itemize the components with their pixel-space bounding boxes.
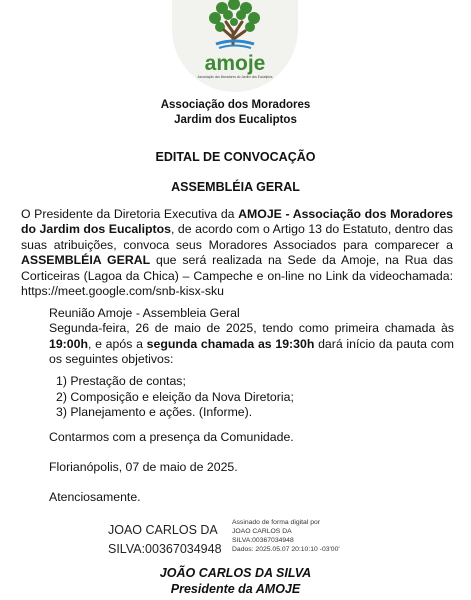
meeting-details [49,321,454,367]
intro-bold-assembly: ASSEMBLÉIA GERAL [21,253,151,268]
logo-brand: amoje [204,52,266,75]
president-name: JOÃO CARLOS DA SILVA [159,566,312,580]
tree-logo-icon [172,0,298,92]
logo-tagline: Associação dos Moradores do Jardim dos Eucaliptos [197,75,273,79]
stamp-line: Assinado de forma digital por [232,519,321,526]
document-subtitle: ASSEMBLÉIA GERAL [171,180,300,194]
meeting-text-3: dará início da pauta com os seguintes objetivos: [49,336,454,367]
closing-regards: Atenciosamente. [49,490,141,504]
intro-paragraph [21,207,453,299]
stamp-line: Dados: 2025.05.07 20:10:10 -03'00' [232,546,340,553]
closing-presence: Contarmos com a presença da Comunidade. [49,430,294,444]
agenda-item: 3) Planejamento e ações. (Informe). [56,405,253,420]
meeting-text-2: , e após a [87,336,147,351]
meeting-text-1: Segunda-feira, 26 de maio de 2025, tendo como primeira chamada às [49,321,454,336]
closing-date: Florianópolis, 07 de maio de 2025. [49,460,238,474]
digital-signature-stamp [232,518,340,554]
digital-signature-name [108,521,222,559]
meeting-second-call: segunda chamada as 19:30h [146,336,315,351]
intro-text-1: O Presidente da Diretoria Executiva da [21,207,239,221]
meeting-title: Reunião Amoje - Assembleia Geral [49,306,240,320]
signature-name-line1: JOAO CARLOS DA [108,523,218,537]
meeting-first-call: 19:00h [49,336,88,351]
amoje-logo [172,0,298,92]
agenda-list [56,374,294,421]
agenda-item: 2) Composição e eleição da Nova Diretoria; [56,389,294,404]
stamp-line: JOAO CARLOS DA [232,528,292,535]
signature-name-line2: SILVA:00367034948 [108,542,222,556]
association-name-line1: Associação dos Moradores [160,99,311,111]
president-role: Presidente da AMOJE [170,582,301,596]
stamp-line: SILVA:00367034948 [232,537,294,544]
intro-text-2: , de acordo com o Artigo 13 do Estatuto, dentro das suas atribuições, convoca seus Moradores Associados para comparecer a [21,222,453,252]
intro-text-3: que será realizada na Sede da Amoje, na Rua das Corticeiras (Lagoa da Chica) – Campeche e on-line no Link da videochamada: https://meet.google.com/snb-kisx-sku [21,253,453,299]
document-title: EDITAL DE CONVOCAÇÃO [155,150,316,164]
association-name-line2: Jardim dos Eucaliptos [174,114,297,126]
meeting-paragraph [49,306,454,368]
intro-bold-association: AMOJE - Associação dos Moradores do Jardim dos Eucaliptos [21,207,453,237]
agenda-item: 1) Prestação de contas; [56,374,186,388]
